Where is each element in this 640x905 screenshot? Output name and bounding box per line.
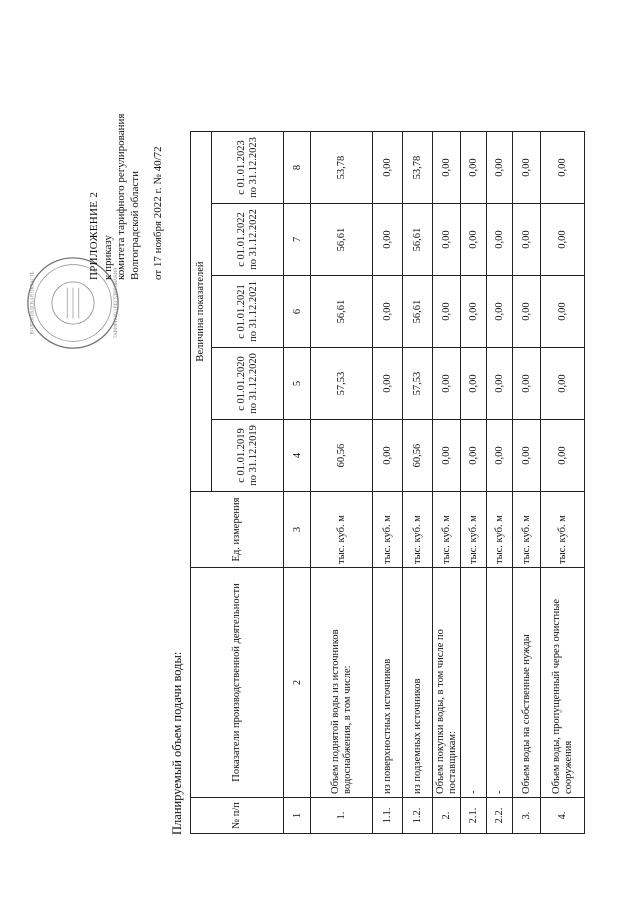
row-value: 0,00 (541, 204, 585, 276)
row-value: 0,00 (373, 204, 403, 276)
row-number: 2. (433, 798, 461, 834)
row-unit: тыс. куб. м (373, 492, 403, 568)
row-value: 0,00 (487, 276, 513, 348)
column-number: 6 (284, 276, 311, 348)
header-period: с 01.01.2022 по 31.12.2022 (212, 204, 284, 276)
column-number: 1 (284, 798, 311, 834)
row-unit: тыс. куб. м (311, 492, 373, 568)
row-value: 0,00 (513, 420, 541, 492)
row-unit: тыс. куб. м (433, 492, 461, 568)
header-num: № п/п (191, 798, 284, 834)
row-number: 1. (311, 798, 373, 834)
row-number: 4. (541, 798, 585, 834)
header-period: с 01.01.2023 по 31.12.2023 (212, 132, 284, 204)
row-value: 56,61 (403, 204, 433, 276)
appendix-line-4: от 17 ноября 2022 г. № 40/72 (152, 146, 164, 280)
column-number: 7 (284, 204, 311, 276)
row-value: 0,00 (513, 276, 541, 348)
row-indicator: из поверхностных источников (373, 568, 403, 798)
appendix-line-3: Волгоградской области (128, 171, 141, 280)
row-value: 0,00 (373, 420, 403, 492)
table-row (433, 132, 461, 834)
row-unit: тыс. куб. м (403, 492, 433, 568)
row-value: 0,00 (373, 348, 403, 420)
row-unit: тыс. куб. м (487, 492, 513, 568)
row-unit: тыс. куб. м (513, 492, 541, 568)
table-row (403, 132, 433, 834)
row-value: 60,56 (311, 420, 373, 492)
row-value: 0,00 (433, 204, 461, 276)
row-value: 0,00 (461, 132, 487, 204)
row-value: 0,00 (461, 420, 487, 492)
column-number: 3 (284, 492, 311, 568)
row-indicator: Объем покупки воды, в том числе по поставщикам: (433, 568, 461, 798)
row-value: 0,00 (433, 420, 461, 492)
row-number: 1.2. (403, 798, 433, 834)
column-number: 8 (284, 132, 311, 204)
row-value: 0,00 (487, 348, 513, 420)
row-value: 0,00 (513, 132, 541, 204)
row-value: 56,61 (311, 204, 373, 276)
indicators-table (190, 131, 585, 834)
table-row (373, 132, 403, 834)
row-value: 60,56 (403, 420, 433, 492)
row-value: 57,53 (311, 348, 373, 420)
row-value: 0,00 (487, 420, 513, 492)
row-value: 56,61 (403, 276, 433, 348)
table-row (487, 132, 513, 834)
row-value: 0,00 (541, 348, 585, 420)
column-number-row (284, 132, 311, 834)
appendix-title: ПРИЛОЖЕНИЕ 2 (88, 191, 100, 280)
table-row (513, 132, 541, 834)
row-value: 0,00 (433, 276, 461, 348)
header-period: с 01.01.2020 по 31.12.2020 (212, 348, 284, 420)
row-indicator: - (487, 568, 513, 798)
row-unit: тыс. куб. м (541, 492, 585, 568)
header-indicator: Показатели производственной деятельности (191, 568, 284, 798)
row-indicator: - (461, 568, 487, 798)
appendix-line-1: к приказу (101, 234, 114, 280)
row-value: 0,00 (487, 204, 513, 276)
row-unit: тыс. куб. м (461, 492, 487, 568)
appendix-line-2: комитета тарифного регулирования (115, 113, 127, 280)
svg-text:ВОЛГОГРАДСКАЯ ОБЛАСТЬ: ВОЛГОГРАДСКАЯ ОБЛАСТЬ (30, 271, 36, 335)
table-row (541, 132, 585, 834)
header-unit: Ед. измерения (191, 492, 284, 568)
row-indicator: Объем воды на собственные нужды (513, 568, 541, 798)
row-value: 0,00 (461, 276, 487, 348)
row-value: 0,00 (461, 348, 487, 420)
row-value: 0,00 (513, 204, 541, 276)
row-number: 3. (513, 798, 541, 834)
header-row-1 (191, 132, 212, 834)
header-period: с 01.01.2021 по 31.12.2021 (212, 276, 284, 348)
row-value: 0,00 (541, 132, 585, 204)
row-value: 57,53 (403, 348, 433, 420)
table-row (461, 132, 487, 834)
row-value: 0,00 (433, 348, 461, 420)
row-indicator: из подземных источников (403, 568, 433, 798)
row-value: 0,00 (541, 420, 585, 492)
header-period: с 01.01.2019 по 31.12.2019 (212, 420, 284, 492)
row-value: 0,00 (373, 276, 403, 348)
row-value: 0,00 (513, 348, 541, 420)
row-number: 2.2. (487, 798, 513, 834)
column-number: 5 (284, 348, 311, 420)
row-value: 0,00 (373, 132, 403, 204)
appendix-block (88, 114, 166, 280)
row-value: 0,00 (487, 132, 513, 204)
table-heading: Планируемый объем подачи воды: (170, 651, 184, 835)
row-value: 0,00 (433, 132, 461, 204)
column-number: 2 (284, 568, 311, 798)
row-indicator: Объем поднятой воды из источников водоснабжения, в том числе: (311, 568, 373, 798)
row-indicator: Объем воды, пропущенный через очистные сооружения (541, 568, 585, 798)
row-number: 2.1. (461, 798, 487, 834)
row-value: 53,78 (403, 132, 433, 204)
row-number: 1.1. (373, 798, 403, 834)
svg-text:ТАРИФНОГО РЕГУЛИРОВАНИЯ: ТАРИФНОГО РЕГУЛИРОВАНИЯ (114, 267, 120, 339)
header-values-group: Величина показателей (191, 132, 212, 492)
row-value: 53,78 (311, 132, 373, 204)
column-number: 4 (284, 420, 311, 492)
row-value: 0,00 (461, 204, 487, 276)
row-value: 0,00 (541, 276, 585, 348)
row-value: 56,61 (311, 276, 373, 348)
table-row (311, 132, 373, 834)
